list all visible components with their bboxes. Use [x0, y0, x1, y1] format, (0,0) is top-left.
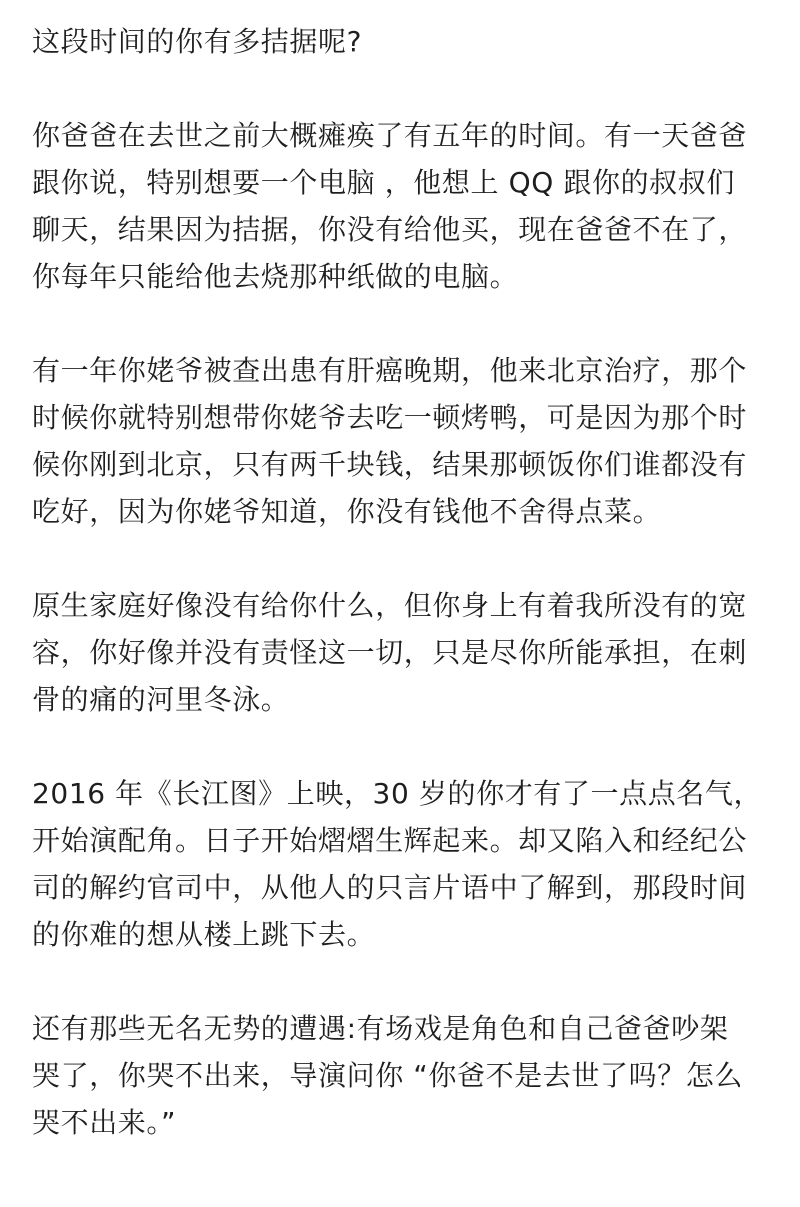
text-line: 原生家庭好像没有给你什么，但你身上有着我所没有的宽	[32, 589, 748, 622]
text-line: 司的解约官司中，从他人的只言片语中了解到，那段时间	[32, 871, 748, 904]
article-body	[32, 18, 772, 1193]
text-line: 你每年只能给他去烧那种纸做的电脑。	[32, 260, 519, 293]
text-line: 还有那些无名无势的遭遇:有场戏是角色和自己爸爸吵架	[32, 1012, 729, 1045]
text-line: 聊天，结果因为拮据，你没有给他买，现在爸爸不在了，	[32, 213, 748, 246]
text-line: 骨的痛的河里冬泳。	[32, 683, 290, 716]
text-line: 容，你好像并没有责怪这一切，只是尽你所能承担，在刺	[32, 636, 748, 669]
paragraph-4	[32, 582, 772, 723]
paragraph-3	[32, 347, 772, 535]
text-line: 有一年你姥爷被查出患有肝癌晚期，他来北京治疗，那个	[32, 354, 748, 387]
text-line: 吃好，因为你姥爷知道，你没有钱他不舍得点菜。	[32, 495, 662, 528]
paragraph-2	[32, 112, 772, 300]
text-line: 这段时间的你有多拮据呢?	[32, 25, 363, 58]
text-line: 哭不出来。”	[32, 1106, 177, 1139]
text-line: 跟你说，特别想要一个电脑 ，他想上 QQ 跟你的叔叔们	[32, 166, 735, 199]
paragraph-5	[32, 770, 772, 958]
text-line: 开始演配角。日子开始熠熠生辉起来。却又陷入和经纪公	[32, 824, 748, 857]
text-line: 时候你就特别想带你姥爷去吃一顿烤鸭，可是因为那个时	[32, 401, 748, 434]
text-line: 候你刚到北京，只有两千块钱，结果那顿饭你们谁都没有	[32, 448, 748, 481]
text-line: 2016 年《长江图》上映，30 岁的你才有了一点点名气，	[32, 777, 763, 810]
text-line: 你爸爸在去世之前大概瘫痪了有五年的时间。有一天爸爸	[32, 119, 748, 152]
text-line: 的你难的想从楼上跳下去。	[32, 918, 376, 951]
paragraph-6	[32, 1005, 772, 1146]
text-line: 哭了，你哭不出来，导演问你 “你爸不是去世了吗？怎么	[32, 1059, 744, 1092]
paragraph-1	[32, 18, 772, 65]
